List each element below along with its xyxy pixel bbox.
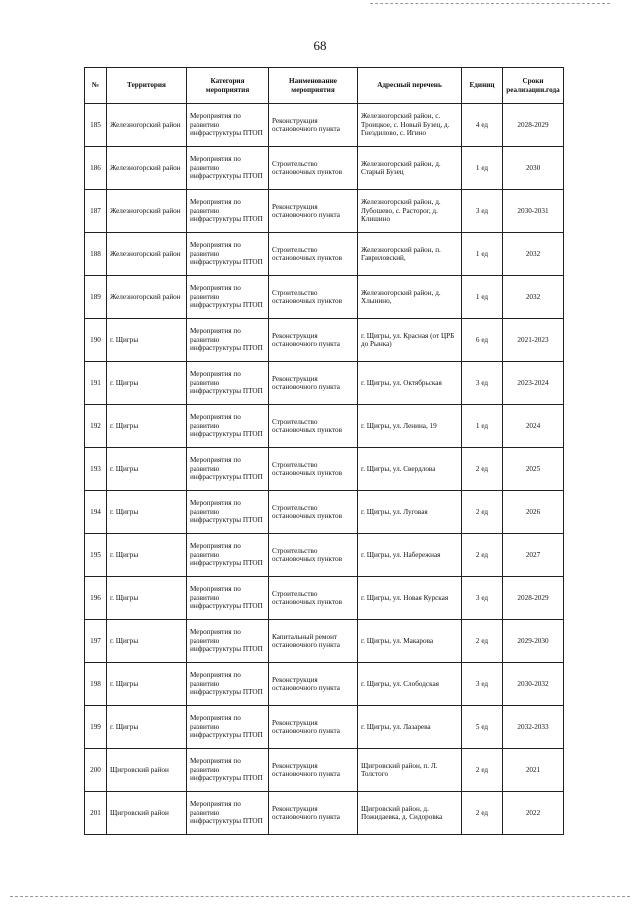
cell-territory: г. Щигры xyxy=(107,706,187,749)
cell-units: 2 ед xyxy=(462,620,503,663)
cell-territory: Щигровский район xyxy=(107,749,187,792)
table-row xyxy=(85,362,564,405)
cell-address: Железногорский район, с. Троицкое, с. Новый Бузец, д. Гнездилово, с. Игино xyxy=(358,104,462,147)
cell-num: 197 xyxy=(85,620,107,663)
cell-territory: г. Щигры xyxy=(107,405,187,448)
cell-units: 3 ед xyxy=(462,190,503,233)
header-address: Адресный перечень xyxy=(358,68,462,104)
cell-units: 1 ед xyxy=(462,276,503,319)
cell-territory: г. Щигры xyxy=(107,448,187,491)
cell-territory: Железногорский район xyxy=(107,147,187,190)
cell-num: 200 xyxy=(85,749,107,792)
cell-terms: 2032-2033 xyxy=(503,706,564,749)
cell-name: Строительство остановочных пунктов xyxy=(269,233,358,276)
cell-category: Мероприятия по развитию инфраструктуры ПТОП xyxy=(187,534,269,577)
cell-num: 193 xyxy=(85,448,107,491)
scan-edge-top xyxy=(370,3,610,5)
header-territory: Территория xyxy=(107,68,187,104)
cell-category: Мероприятия по развитию инфраструктуры ПТОП xyxy=(187,405,269,448)
cell-terms: 2021 xyxy=(503,749,564,792)
cell-address: г. Щигры, ул. Красная (от ЦРБ до Рынка) xyxy=(358,319,462,362)
cell-address: Железногорский район, д. Лубошево, с. Расторог, д. Клишино xyxy=(358,190,462,233)
cell-units: 3 ед xyxy=(462,362,503,405)
cell-terms: 2032 xyxy=(503,276,564,319)
cell-territory: г. Щигры xyxy=(107,491,187,534)
cell-units: 1 ед xyxy=(462,147,503,190)
header-terms: Сроки реализации.года xyxy=(503,68,564,104)
page-number: 68 xyxy=(313,38,327,53)
cell-units: 6 ед xyxy=(462,319,503,362)
cell-address: Железногорский район, п. Гавриловский, xyxy=(358,233,462,276)
cell-category: Мероприятия по развитию инфраструктуры ПТОП xyxy=(187,491,269,534)
cell-units: 2 ед xyxy=(462,534,503,577)
cell-terms: 2028-2029 xyxy=(503,104,564,147)
table-row xyxy=(85,190,564,233)
table-row xyxy=(85,749,564,792)
cell-territory: Железногорский район xyxy=(107,233,187,276)
cell-address: Железногорский район, д. Старый Бузец xyxy=(358,147,462,190)
cell-address: г. Щигры, ул. Свердлова xyxy=(358,448,462,491)
cell-address: г. Щигры, ул. Луговая xyxy=(358,491,462,534)
table-row xyxy=(85,491,564,534)
cell-category: Мероприятия по развитию инфраструктуры ПТОП xyxy=(187,190,269,233)
header-units: Единиц xyxy=(462,68,503,104)
table-row xyxy=(85,276,564,319)
cell-category: Мероприятия по развитию инфраструктуры ПТОП xyxy=(187,577,269,620)
table-row xyxy=(85,620,564,663)
cell-terms: 2030-2032 xyxy=(503,663,564,706)
cell-address: Щигровский район, д. Пожидаевка, д. Сидоровка xyxy=(358,792,462,835)
cell-address: г. Щигры, ул. Набережная xyxy=(358,534,462,577)
cell-address: г. Щигры, ул. Новая Курская xyxy=(358,577,462,620)
cell-category: Мероприятия по развитию инфраструктуры ПТОП xyxy=(187,706,269,749)
cell-num: 189 xyxy=(85,276,107,319)
cell-territory: г. Щигры xyxy=(107,620,187,663)
cell-territory: г. Щигры xyxy=(107,663,187,706)
table-row xyxy=(85,104,564,147)
cell-name: Реконструкция остановочного пункта xyxy=(269,319,358,362)
cell-units: 5 ед xyxy=(462,706,503,749)
cell-address: г. Щигры, ул. Ленина, 19 xyxy=(358,405,462,448)
cell-territory: Железногорский район xyxy=(107,190,187,233)
cell-terms: 2021-2023 xyxy=(503,319,564,362)
cell-territory: Железногорский район xyxy=(107,276,187,319)
cell-num: 191 xyxy=(85,362,107,405)
cell-category: Мероприятия по развитию инфраструктуры ПТОП xyxy=(187,319,269,362)
cell-num: 194 xyxy=(85,491,107,534)
cell-name: Строительство остановочных пунктов xyxy=(269,577,358,620)
cell-name: Строительство остановочных пунктов xyxy=(269,147,358,190)
cell-territory: г. Щигры xyxy=(107,362,187,405)
cell-name: Реконструкция остановочного пункта xyxy=(269,104,358,147)
cell-name: Реконструкция остановочного пункта xyxy=(269,190,358,233)
cell-units: 1 ед xyxy=(462,405,503,448)
cell-address: г. Щигры, ул. Слободская xyxy=(358,663,462,706)
cell-num: 201 xyxy=(85,792,107,835)
cell-name: Реконструкция остановочного пункта xyxy=(269,706,358,749)
header-category: Категория мероприятия xyxy=(187,68,269,104)
table-row xyxy=(85,147,564,190)
cell-territory: г. Щигры xyxy=(107,319,187,362)
header-num: № xyxy=(85,68,107,104)
cell-num: 198 xyxy=(85,663,107,706)
cell-units: 2 ед xyxy=(462,491,503,534)
cell-category: Мероприятия по развитию инфраструктуры ПТОП xyxy=(187,663,269,706)
cell-units: 3 ед xyxy=(462,577,503,620)
cell-name: Строительство остановочных пунктов xyxy=(269,448,358,491)
cell-num: 188 xyxy=(85,233,107,276)
cell-address: Железногорский район, д. Хлынино, xyxy=(358,276,462,319)
cell-name: Реконструкция остановочного пункта xyxy=(269,362,358,405)
cell-num: 192 xyxy=(85,405,107,448)
table-row xyxy=(85,706,564,749)
table-row xyxy=(85,792,564,835)
header-name: Наименование мероприятия xyxy=(269,68,358,104)
cell-name: Строительство остановочных пунктов xyxy=(269,491,358,534)
cell-address: Щигровский район, п. Л. Толстого xyxy=(358,749,462,792)
cell-name: Капитальный ремонт остановочного пункта xyxy=(269,620,358,663)
cell-territory: Щигровский район xyxy=(107,792,187,835)
cell-name: Реконструкция остановочного пункта xyxy=(269,749,358,792)
cell-terms: 2029-2030 xyxy=(503,620,564,663)
cell-name: Реконструкция остановочного пункта xyxy=(269,792,358,835)
cell-address: г. Щигры, ул. Лазарева xyxy=(358,706,462,749)
cell-num: 190 xyxy=(85,319,107,362)
cell-terms: 2022 xyxy=(503,792,564,835)
measures-table xyxy=(84,67,564,835)
cell-units: 1 ед xyxy=(462,233,503,276)
cell-units: 4 ед xyxy=(462,104,503,147)
cell-territory: г. Щигры xyxy=(107,534,187,577)
cell-units: 2 ед xyxy=(462,792,503,835)
cell-terms: 2024 xyxy=(503,405,564,448)
cell-territory: г. Щигры xyxy=(107,577,187,620)
cell-terms: 2032 xyxy=(503,233,564,276)
cell-num: 199 xyxy=(85,706,107,749)
cell-num: 196 xyxy=(85,577,107,620)
table-row xyxy=(85,534,564,577)
cell-num: 187 xyxy=(85,190,107,233)
cell-category: Мероприятия по развитию инфраструктуры ПТОП xyxy=(187,147,269,190)
cell-num: 185 xyxy=(85,104,107,147)
table-row xyxy=(85,663,564,706)
cell-territory: Железногорский район xyxy=(107,104,187,147)
cell-address: г. Щигры, ул. Макарова xyxy=(358,620,462,663)
scan-edge-bottom xyxy=(10,896,630,898)
table-row xyxy=(85,319,564,362)
cell-terms: 2026 xyxy=(503,491,564,534)
cell-category: Мероприятия по развитию инфраструктуры ПТОП xyxy=(187,448,269,491)
cell-category: Мероприятия по развитию инфраструктуры ПТОП xyxy=(187,362,269,405)
cell-units: 2 ед xyxy=(462,749,503,792)
cell-terms: 2030 xyxy=(503,147,564,190)
cell-name: Строительство остановочных пунктов xyxy=(269,276,358,319)
cell-terms: 2028-2029 xyxy=(503,577,564,620)
cell-category: Мероприятия по развитию инфраструктуры ПТОП xyxy=(187,276,269,319)
cell-category: Мероприятия по развитию инфраструктуры ПТОП xyxy=(187,792,269,835)
cell-terms: 2027 xyxy=(503,534,564,577)
cell-terms: 2023-2024 xyxy=(503,362,564,405)
cell-units: 2 ед xyxy=(462,448,503,491)
cell-num: 186 xyxy=(85,147,107,190)
table-header-row xyxy=(85,68,564,104)
table-row xyxy=(85,577,564,620)
cell-category: Мероприятия по развитию инфраструктуры ПТОП xyxy=(187,620,269,663)
table-row xyxy=(85,405,564,448)
table-row xyxy=(85,233,564,276)
cell-category: Мероприятия по развитию инфраструктуры ПТОП xyxy=(187,749,269,792)
cell-name: Строительство остановочных пунктов xyxy=(269,405,358,448)
cell-name: Реконструкция остановочного пункта xyxy=(269,663,358,706)
cell-category: Мероприятия по развитию инфраструктуры ПТОП xyxy=(187,233,269,276)
cell-terms: 2025 xyxy=(503,448,564,491)
cell-units: 3 ед xyxy=(462,663,503,706)
cell-terms: 2030-2031 xyxy=(503,190,564,233)
cell-category: Мероприятия по развитию инфраструктуры ПТОП xyxy=(187,104,269,147)
cell-name: Строительство остановочных пунктов xyxy=(269,534,358,577)
table-row xyxy=(85,448,564,491)
cell-address: г. Щигры, ул. Октябрьская xyxy=(358,362,462,405)
cell-num: 195 xyxy=(85,534,107,577)
